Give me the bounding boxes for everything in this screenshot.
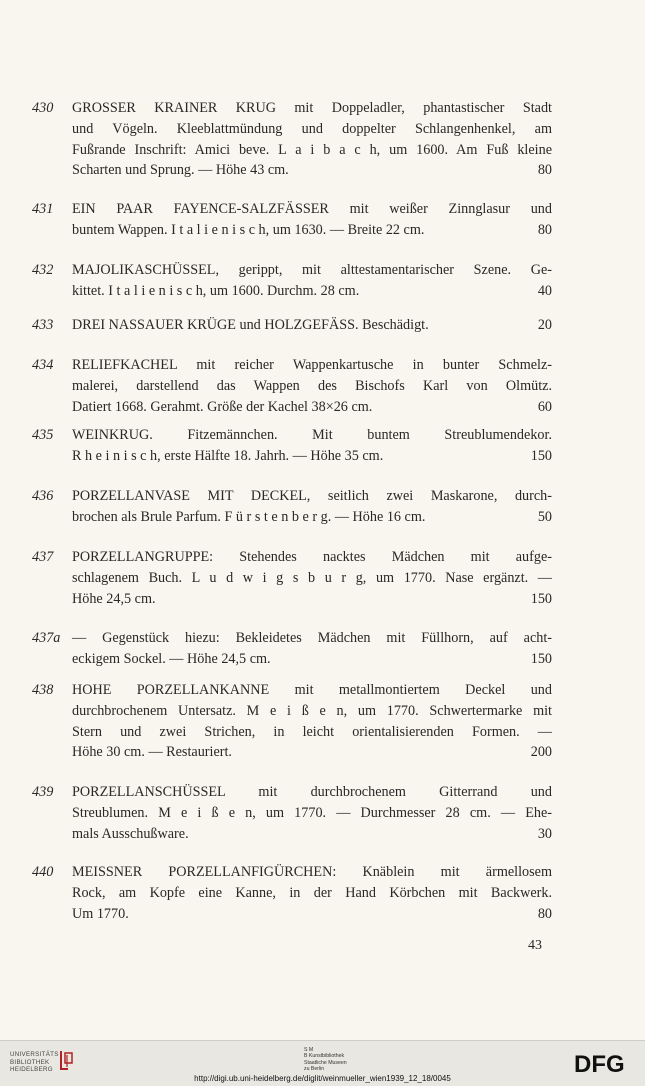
lot-description: [72, 199, 552, 241]
catalog-entry: [32, 486, 552, 528]
catalog-entry: [32, 260, 552, 302]
description-text: Rock, am Kopfe eine Kanne, in der Hand Körbchen mit Backwerk.: [72, 884, 552, 901]
description-text: Um 1770.: [72, 905, 129, 922]
description-text: Stern und zwei Strichen, in leicht orientalisierenden Formen. —: [72, 723, 552, 740]
description-line: [72, 628, 552, 649]
description-line: [72, 220, 552, 241]
description-text: MAJOLIKASCHÜSSEL, gerippt, mit alttestamentarischer Szene. Ge-: [72, 262, 552, 278]
description-text: buntem Wappen. I t a l i e n i s c h, um 1630. — Breite 22 cm.: [72, 221, 425, 238]
description-text: MEISSNER PORZELLANFIGÜRCHEN: Knäblein mit ärmellosem: [72, 864, 552, 880]
description-line: [72, 199, 552, 220]
catalog-entry: [32, 547, 552, 609]
description-text: HOHE PORZELLANKANNE mit metallmontiertem Deckel und: [72, 682, 552, 698]
lot-number: 437a: [32, 630, 61, 646]
description-line: [72, 486, 552, 507]
description-text: brochen als Brule Parfum. F ü r s t e n b e r g. — Höhe 16 cm.: [72, 508, 426, 525]
description-line: [72, 260, 552, 281]
lot-number: 431: [32, 201, 54, 217]
description-line: [72, 397, 552, 418]
description-text: DREI NASSAUER KRÜGE und HOLZGEFÄSS. Beschädigt.: [72, 317, 429, 333]
lot-price: 50: [537, 508, 552, 525]
lot-description: [72, 98, 552, 181]
dfg-logo: [574, 1051, 636, 1075]
description-line: [72, 507, 552, 528]
footer-bar: [0, 1040, 645, 1086]
description-text: und Vögeln. Kleeblattmündung und doppelter Schlangenhenkel, am: [72, 120, 552, 137]
description-line: [72, 281, 552, 302]
description-line: [72, 376, 552, 397]
description-line: [72, 160, 552, 181]
university-library-logo-icon: [58, 1049, 76, 1071]
description-line: [72, 782, 552, 803]
description-line: [72, 547, 552, 568]
description-text: durchbrochenem Untersatz. M e i ß e n, um 1770. Schwertermarke mit: [72, 702, 552, 719]
description-text: R h e i n i s c h, erste Hälfte 18. Jahrh. — Höhe 35 cm.: [72, 447, 384, 464]
catalog-entry: [32, 628, 552, 670]
lot-number: 437: [32, 549, 54, 565]
description-line: [72, 589, 552, 610]
lot-price: 150: [530, 590, 552, 607]
lot-price: 30: [537, 825, 552, 842]
description-text: Datiert 1668. Gerahmt. Größe der Kachel 38×26 cm.: [72, 398, 373, 415]
university-library-logo-text: UNIVERSITÄTS BIBLIOTHEK HEIDELBERG: [10, 1051, 59, 1073]
lot-number: 434: [32, 357, 54, 373]
lot-description: [72, 260, 552, 302]
description-line: [72, 446, 552, 467]
catalog-entry: [32, 98, 552, 181]
description-text: — Gegenstück hiezu: Bekleidetes Mädchen mit Füllhorn, auf acht-: [72, 630, 552, 646]
lot-price: 80: [537, 905, 552, 922]
description-line: [72, 803, 552, 824]
description-line: [72, 98, 552, 119]
description-text: Höhe 24,5 cm.: [72, 590, 156, 607]
description-line: [72, 824, 552, 845]
catalog-entry: [32, 199, 552, 241]
catalog-entry: [32, 425, 552, 467]
description-text: schlagenem Buch. L u d w i g s b u r g, um 1770. Nase ergänzt. —: [72, 569, 552, 586]
lot-description: [72, 782, 552, 844]
kunstbibliothek-logo: S M B Kunstbibliothek Staatliche Museen zu Berlin: [304, 1047, 347, 1073]
catalog-entry: [32, 782, 552, 844]
lot-number: 439: [32, 784, 54, 800]
lot-price: 40: [537, 282, 552, 299]
lot-price: 150: [530, 650, 552, 667]
description-line: [72, 425, 552, 446]
lot-description: [72, 680, 552, 763]
lot-number: 432: [32, 262, 54, 278]
lot-price: 150: [530, 447, 552, 464]
catalog-entry: [32, 680, 552, 763]
description-line: [72, 119, 552, 140]
catalog-entry: [32, 862, 552, 924]
lot-number: 440: [32, 864, 54, 880]
lot-number: 435: [32, 427, 54, 443]
page-number: 43: [528, 938, 542, 953]
lot-number: 433: [32, 317, 54, 333]
lot-price: 80: [537, 162, 552, 179]
permalink-url[interactable]: http://digi.ub.uni-heidelberg.de/diglit/weinmueller_wien1939_12_18/0045: [194, 1074, 451, 1083]
description-line: [72, 568, 552, 589]
description-text: PORZELLANVASE MIT DECKEL, seitlich zwei Maskarone, durch-: [72, 488, 552, 504]
lot-description: [72, 355, 552, 417]
lot-description: [72, 547, 552, 609]
lot-number: 430: [32, 100, 54, 116]
lot-price: 20: [537, 317, 552, 333]
description-text: WEINKRUG. Fitzemännchen. Mit buntem Streublumendekor.: [72, 427, 552, 443]
description-text: kittet. I t a l i e n i s c h, um 1600. Durchm. 28 cm.: [72, 282, 360, 299]
lot-description: [72, 862, 552, 924]
description-text: PORZELLANSCHÜSSEL mit durchbrochenem Gitterrand und: [72, 784, 552, 800]
lot-description: [72, 425, 552, 467]
lot-number: 438: [32, 682, 54, 698]
description-text: EIN PAAR FAYENCE-SALZFÄSSER mit weißer Zinnglasur und: [72, 201, 552, 217]
description-line: [72, 680, 552, 701]
description-text: GROSSER KRAINER KRUG mit Doppeladler, phantastischer Stadt: [72, 100, 552, 116]
lot-description: [72, 486, 552, 528]
description-text: Streublumen. M e i ß e n, um 1770. — Durchmesser 28 cm. — Ehe-: [72, 804, 552, 821]
description-line: [72, 649, 552, 670]
lot-price: 80: [537, 221, 552, 238]
lot-price: 60: [537, 398, 552, 415]
description-line: [72, 140, 552, 161]
lot-price: 200: [530, 744, 552, 761]
description-text: Scharten und Sprung. — Höhe 43 cm.: [72, 162, 289, 179]
lot-description: [72, 315, 552, 336]
description-text: Fußrande Inschrift: Amici beve. L a i b a c h, um 1600. Am Fuß kleine: [72, 141, 552, 158]
lot-number: 436: [32, 488, 54, 504]
description-line: [72, 701, 552, 722]
svg-text:DFG: DFG: [574, 1051, 625, 1075]
lot-description: [72, 628, 552, 670]
description-line: [72, 315, 552, 336]
catalog-entry: [32, 315, 552, 336]
description-line: [72, 742, 552, 763]
description-text: mals Ausschußware.: [72, 825, 189, 842]
description-line: [72, 883, 552, 904]
catalog-entry: [32, 355, 552, 417]
description-line: [72, 904, 552, 925]
description-line: [72, 355, 552, 376]
description-text: PORZELLANGRUPPE: Stehendes nacktes Mädchen mit aufge-: [72, 549, 552, 565]
description-line: [72, 722, 552, 743]
description-text: RELIEFKACHEL mit reicher Wappenkartusche in bunter Schmelz-: [72, 357, 552, 373]
description-text: Höhe 30 cm. — Restauriert.: [72, 744, 232, 761]
description-text: malerei, darstellend das Wappen des Bischofs Karl von Olmütz.: [72, 377, 552, 394]
description-line: [72, 862, 552, 883]
description-text: eckigem Sockel. — Höhe 24,5 cm.: [72, 650, 271, 667]
